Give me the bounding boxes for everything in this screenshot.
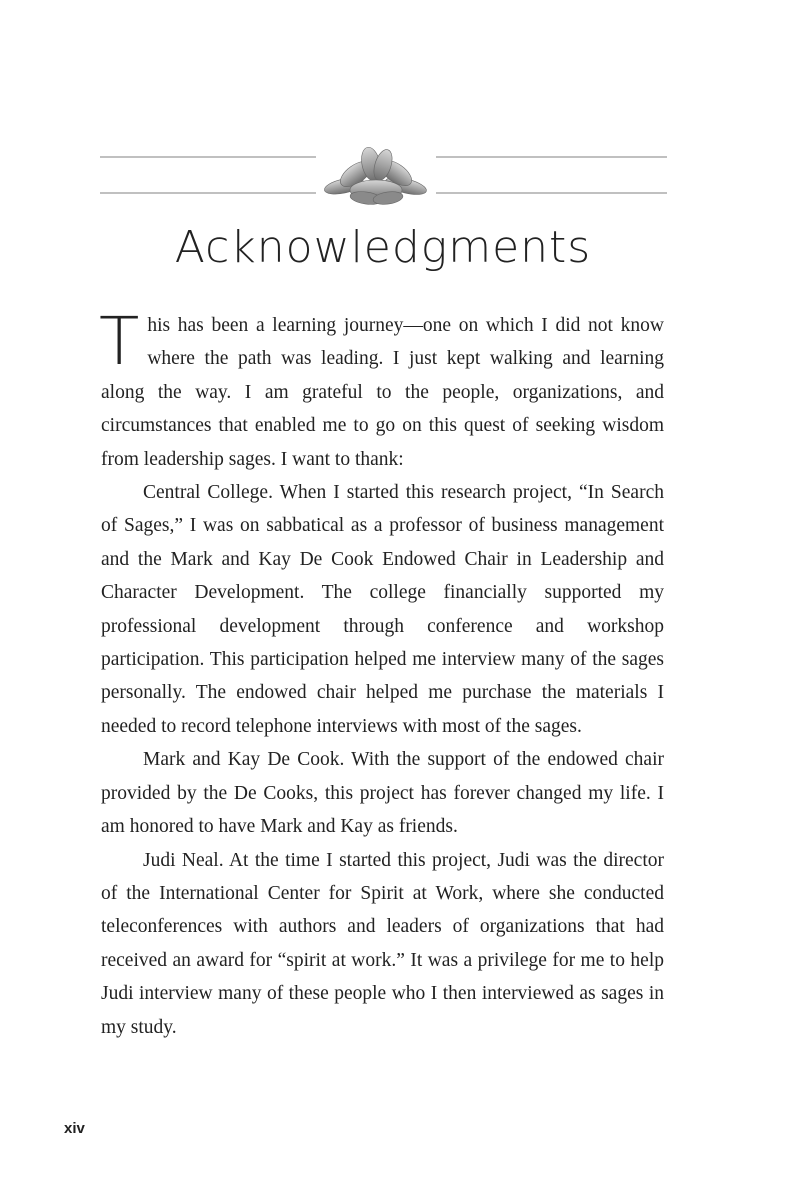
page-number: xiv [64, 1120, 85, 1137]
sage-leaf-icon [323, 146, 428, 207]
paragraph-judi-neal: Judi Neal. At the time I started this project, Judi was the director of the International Center for Spirit at Work, where she conducted teleconferences with authors and leaders of organizations that had received an award for “spirit at work.” It was a privilege for me to help Judi interview many of these people who I then interviewed as sages in my study. [101, 849, 664, 1038]
paragraph-central-college: Central College. When I started this research project, “In Search of Sages,” I was on sabbatical as a professor of business management and the Mark and Kay De Cook Endowed Chair in Leadership and Character Development. The college financially supported my professional development through conference and workshop participation. This participation helped me interview many of the sages personally. The endowed chair helped me purchase the materials I needed to record telephone interviews with most of the sages. [101, 482, 664, 737]
body-text [99, 303, 664, 1044]
intro-paragraph [99, 303, 664, 476]
intro-text: his has been a learning journey—one on which I did not know where the path was leading. I just kept walking and learning along the way. I am grateful to the people, organizations, and circumstances that enabled me to go on this quest of seeking wisdom from leadership sages. I want to thank: [101, 315, 664, 470]
drop-cap: T [99, 303, 140, 380]
page-title: Acknowledgments [174, 222, 592, 273]
chapter-ornament [100, 140, 667, 208]
paragraph-de-cook: Mark and Kay De Cook. With the support of the endowed chair provided by the De Cooks, this project has forever changed my life. I am honored to have Mark and Kay as friends. [101, 749, 664, 838]
